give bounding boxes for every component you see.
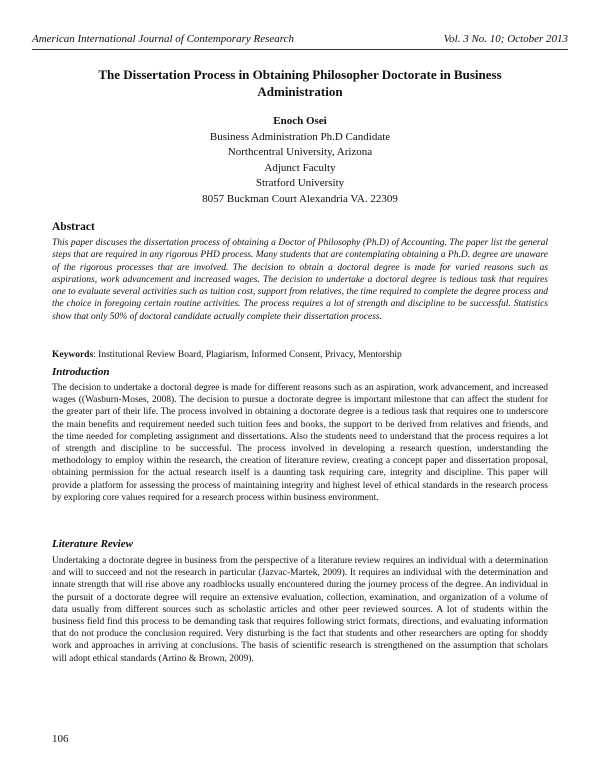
issue-info: Vol. 3 No. 10; October 2013 [443, 33, 568, 45]
journal-name: American International Journal of Contemporary Research [32, 33, 295, 45]
author-affiliation-line: Stratford University [255, 177, 345, 189]
author-affiliation-line: Adjunct Faculty [264, 161, 336, 174]
abstract-heading: Abstract [52, 221, 95, 233]
paper-title: The Dissertation Process in Obtaining Philosopher Doctorate in Business Administration [98, 67, 502, 99]
introduction-text: The decision to undertake a doctoral degree is made for different reasons such as an aspiration, work advancement, and increased wages ((Wasburn-Moses, 2008). The decision to pursue a doctorate degree is important milestone that can affect the student for the greater part of their life. The process involved in obtaining a doctorate degree is a tedious task that requires one to underscore the main benefits and requirement needed such tuition fees and books, the support to be derived from relatives and friends, and the time needed for completing assignment and dissertations. Also the students need to understand that the process requires a lot of strength and discipline to be successful. The process involved in developing a research question, understanding the methodology to employ within the research, the creation of literature review, creating a concept paper and dissertation proposal, obtaining permission for the actual research itself is a daunting task requiring care, integrity and discipline. This paper will provide a platform for assessing the process of maintaining integrity and highest level of ethical standards in the research process by exploring core values required for a research process within business environment. [52, 383, 548, 503]
author-address-line: 8057 Buckman Court Alexandria VA. 22309 [202, 192, 398, 205]
header-divider [32, 49, 568, 50]
author-name: Enoch Osei [273, 115, 327, 127]
running-header [32, 33, 568, 49]
abstract-text: This paper discuses the dissertation process of obtaining a Doctor of Philosophy (Ph.D) of Accounting. The paper list the general steps that are required in any rigorous PHD process. Many students that are contemplating obtaining a Ph.D. degree are unaware of the rigorous processes that are involved. The decision to obtain a doctoral degree is made for varied reasons such as aspirations, work advancement and increased wages. The decision to undertake a doctoral degree is tedious task that requires one to evaluate several activities such as tuition cost, support from relatives, the time required to complete the degree process and the choice in foregoing certain routine activities. The process requires a lot of strength and discipline to be successful. Statistics show that only 50% of doctoral candidate actually complete their dissertation process. [52, 238, 548, 322]
page-number: 106 [52, 733, 69, 745]
keywords-label: Keywords [52, 350, 94, 360]
author-affiliation-line: Business Administration Ph.D Candidate [209, 130, 391, 143]
keywords-line [52, 350, 548, 360]
literature-review-heading: Literature Review [52, 538, 133, 550]
literature-review-text: Undertaking a doctorate degree in business from the perspective of a literature review requires an individual with a determination and will to succeed and not the research in particular (Jazvac-Martek, 2009). It requires an individual with the determination and innate strength that will rise above any roadblocks usually encountered during the journey process of the degree. An individual in the pursuit of a doctorate degree will require an extensive evaluation, collection, examination, and organization of a volume of data usually from different sources such as scholastic articles and other peer reviewed sources. A lot of students within the business field find this process to be demanding task that requires following strict formats, directions, and evaluating information that do not produce the conclusion required. Very disturbing is the fact that students and other researchers are opting for shoddy work and approaches in arriving at conclusions. The basis of scientific research is strengthened on the assumption that scholars will adopt ethical standards (Artino & Brown, 2009). [52, 556, 548, 664]
author-affiliation-line: Northcentral University, Arizona [227, 146, 373, 158]
keywords-text: : Institutional Review Board, Plagiarism, Informed Consent, Privacy, Mentorship [93, 350, 402, 360]
author-block [100, 114, 500, 207]
introduction-heading: Introduction [52, 366, 110, 378]
